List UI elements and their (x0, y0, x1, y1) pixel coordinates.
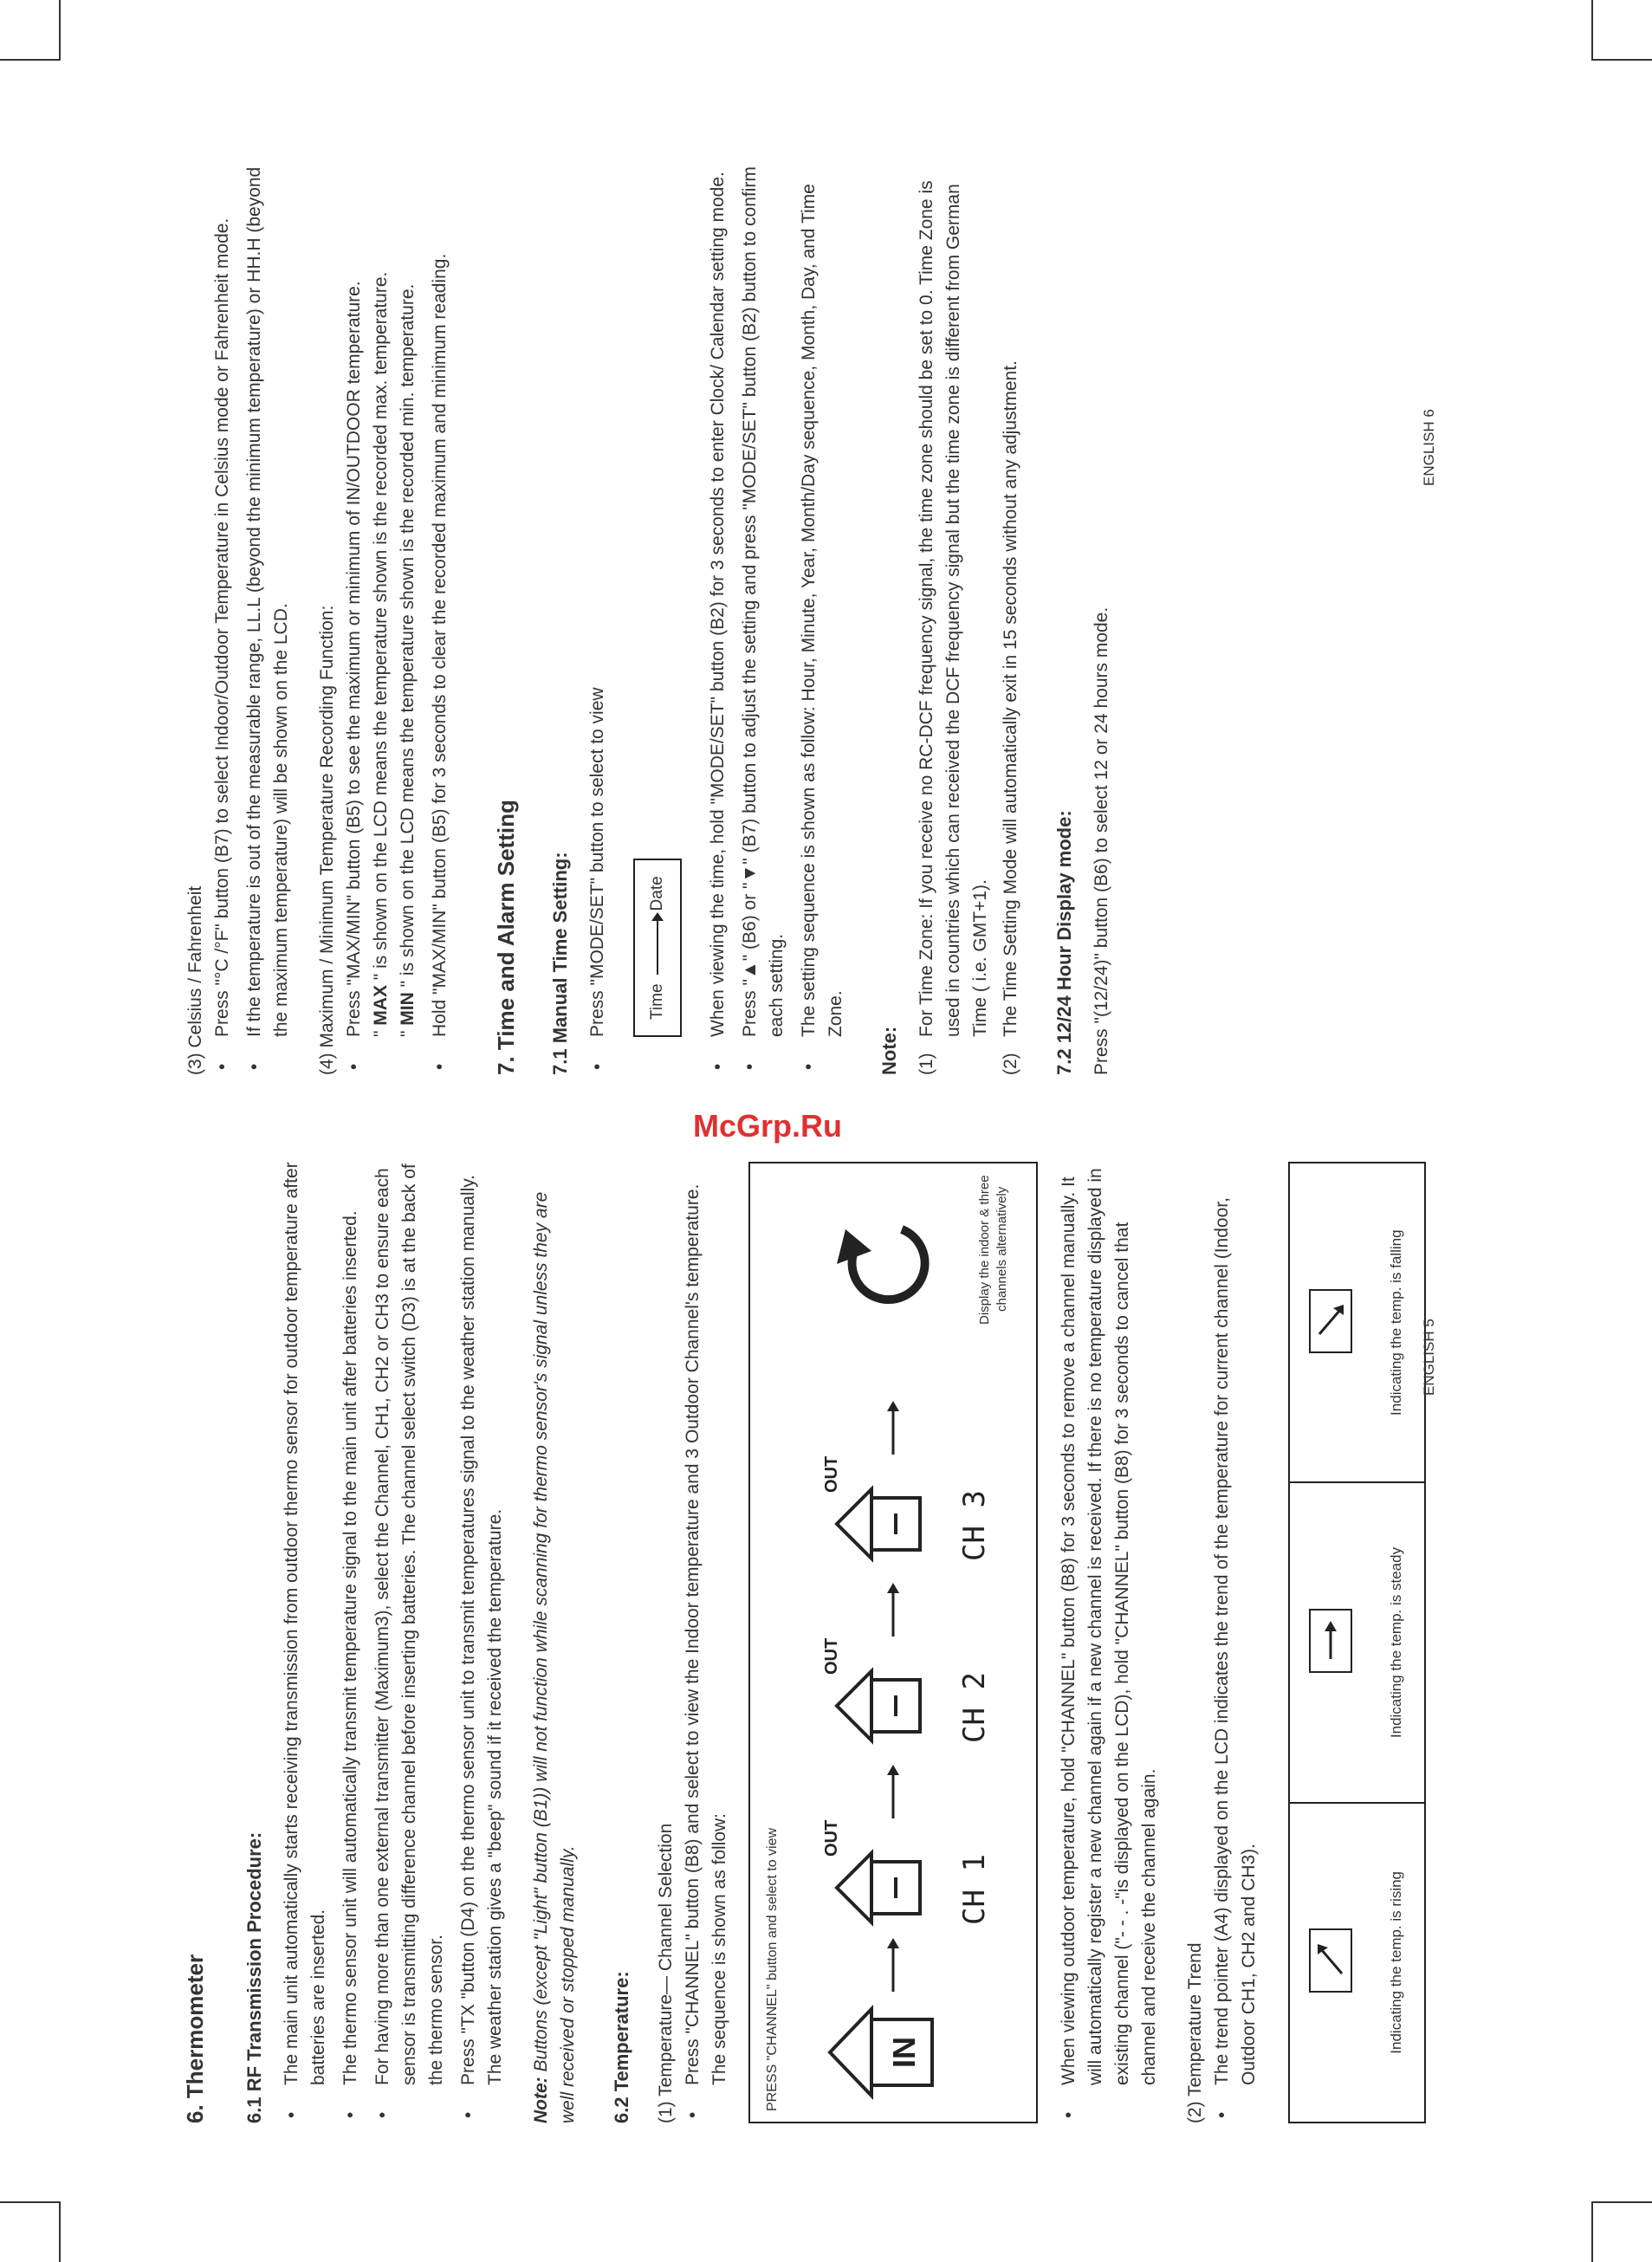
arrow-right-icon (657, 914, 658, 975)
note-text: Buttons (except "Light" button (B1)) will not function while scanning for thermo sensor's signal unless they are well received or stopped manually. (531, 1191, 578, 2123)
note-label: Note: (531, 2077, 551, 2123)
arrow-right-icon (887, 1938, 899, 1992)
out-label: OUT (822, 1455, 841, 1493)
note-heading: Note: (878, 1026, 900, 1075)
arrow-right-icon (887, 1765, 899, 1818)
section-title-thermometer: 6. Thermometer (182, 1954, 208, 2123)
celsius-bullets (209, 139, 295, 1075)
arrow-right-icon (887, 1583, 899, 1637)
note-list (913, 139, 1024, 1075)
in-label: IN (886, 2037, 922, 2068)
cycle-caption-2: channels alternatively (994, 1186, 1009, 1312)
arrow-up-right-icon (1309, 1928, 1352, 1993)
note-item (913, 139, 994, 1075)
heading-12-24-mode: 7.2 12/24 Hour Display mode: (1053, 810, 1075, 1075)
min-text: is shown on the LCD means the temperature shown is the recorded min. temperature. (398, 283, 418, 981)
trend-table (1288, 1162, 1426, 2123)
watermark (693, 1101, 901, 1144)
list-item-text: Press "MAX/MIN" button (B5) to see the maximum or minimum of IN/OUTDOOR temperature. (344, 281, 364, 1037)
maxmin-bullets (340, 139, 453, 1075)
diagram-caption: PRESS "CHANNEL" button and select to view (765, 1827, 780, 2111)
text-12-24-mode: Press "(12/24)" button (B6) to select 12 or 24 hours mode. (1092, 606, 1111, 1075)
list-item: • When viewing the time, hold "MODE/SET" button (B2) for 3 seconds to enter Clock/ Calendar setting mode. (704, 139, 731, 1075)
out-label: OUT (822, 1819, 841, 1857)
list-item: • The thermo sensor unit will automatically transmit temperature signal to the main unit after batteries inserted. (337, 1162, 364, 2123)
date-label: Date (648, 876, 666, 911)
trend-caption: Indicating the temp. is steady (1388, 1546, 1404, 1739)
channel-sequence-diagram (748, 1162, 1038, 2123)
page-5 (182, 1162, 1426, 2123)
house-in-icon (830, 2009, 932, 2096)
note-text: The Time Setting Mode will automatically exit in 15 seconds without any adjustment. (1001, 360, 1020, 1037)
trend-rising (1290, 1802, 1424, 2122)
setting-bullets (704, 139, 849, 1075)
note-number: (2) (1001, 1053, 1020, 1075)
trend-caption: Indicating the temp. is rising (1388, 1870, 1404, 2054)
trend-caption: Indicating the temp. is falling (1388, 1229, 1404, 1416)
channel-label-ch3: CH 3 (957, 1490, 992, 1561)
note-text: For Time Zone: If you receive no RC-DCF frequency signal, the time zone should be set to 0. Time Zone is used in countries which can received the DCF frequency signal but the time zone is different from German Time ( i.e. GMT+1). (917, 180, 990, 1037)
list-item: • The trend pointer (A4) displayed on the LCD indicates the trend of the temperature for current channel (Indoor, Outdoor CH1, CH2 and CH3). (1208, 1162, 1262, 2123)
time-label: Time (648, 983, 666, 1020)
section-title-time-alarm: 7. Time and Alarm Setting (493, 800, 519, 1075)
list-item: • Press "CHANNEL" button (B8) and select to view the Indoor temperature and 3 Outdoor Channel's temperature. The sequence is shown as follow: (679, 1162, 733, 2123)
trend-falling (1290, 1163, 1424, 1481)
heading-manual-time: 7.1 Manual Time Setting: (549, 852, 571, 1075)
list-item: • Press "°C /°F" button (B7) to select Indoor/Outdoor Temperature in Celsius mode or Fahrenheit mode. (209, 139, 236, 1075)
arrow-right-icon (887, 1401, 899, 1455)
list-item: • When viewing outdoor temperature, hold "CHANNEL" button (B8) for 3 seconds to remove a channel manually. It will automatically register a new channel again if a new channel is received. If there is no temperature displayed in existing channel ("- - . -"is displayed on the LCD), hold "CHANNEL" button (B8) for 3 seconds to cancel that channel and receive the channel again. (1055, 1162, 1163, 2123)
page-number-5: ENGLISH 5 (1421, 1319, 1437, 1396)
house-out-icon (822, 1638, 920, 1740)
note-item (997, 139, 1024, 1075)
page-number-6: ENGLISH 6 (1421, 409, 1437, 486)
channel-bullets (679, 1162, 733, 2123)
channel-sequence-svg (750, 1163, 1033, 2122)
max-text: is shown on the LCD means the temperature shown is the recorded max. temperature. (371, 271, 391, 974)
list-item: • The main unit automatically starts receiving transmission from outdoor thermo sensor for outdoor temperature after batteries are inserted. (278, 1162, 332, 2123)
min-label: MIN (398, 992, 418, 1026)
cycle-caption-1: Display the indoor & three (977, 1175, 992, 1325)
rf-bullets (278, 1162, 509, 2123)
time-date-wrap (616, 139, 704, 1075)
cycle-icon (837, 1229, 925, 1300)
list-item: • For having more than one external transmitter (Maximum3), select the Channel, CH1, CH2 or CH3 to ensure each sensor is transmitting difference channel before inserting batteries. The channel select switch (D3) is at the back of the thermo sensor. (369, 1162, 450, 2123)
list-item: • Hold "MAX/MIN" button (B5) for 3 seconds to clear the recorded maximum and minimum reading. (426, 139, 453, 1075)
time-date-diagram (633, 859, 682, 1037)
channel-bullets-2 (1055, 1162, 1163, 2123)
trend-bullets (1208, 1162, 1262, 2123)
arrow-down-right-icon (1309, 1289, 1352, 1353)
heading-rf-transmission: 6.1 RF Transmission Procedure: (243, 1831, 265, 2123)
list-item: • The setting sequence is shown as follow: Hour, Minute, Year, Month/Day sequence, Month, Day, and Time Zone. (795, 139, 849, 1075)
page-6 (182, 139, 1115, 1075)
channel-label-ch2: CH 2 (957, 1672, 992, 1743)
list-item: • If the temperature is out of the measurable range, LL.L (beyond the minimum temperature) or HH.H (beyond the maximum temperature) will be shown on the LCD. (241, 139, 295, 1075)
channel-label-ch1: CH 1 (957, 1854, 992, 1925)
sub-celsius-fahrenheit: (3) Celsius / Fahrenheit (185, 885, 205, 1075)
manual-time-bullets (584, 139, 611, 1075)
list-item: • Press "TX "button (D4) on the thermo sensor unit to transmit temperatures signal to the weather station manually. The weather station gives a "beep" sound if it received the temperature. (455, 1162, 509, 2123)
sub-max-min: (4) Maximum / Minimum Temperature Recording Function: (317, 605, 337, 1075)
house-out-icon (822, 1820, 920, 1922)
list-item: • Press "MODE/SET" button to select to view (584, 139, 611, 1075)
house-out-icon (822, 1456, 920, 1559)
watermark-text: McGrp.Ru (693, 1108, 843, 1144)
rf-note (528, 1162, 581, 2123)
heading-temperature: 6.2 Temperature: (611, 1971, 632, 2123)
list-item: • Press "MAX/MIN" button (B5) to see the maximum or minimum of IN/OUTDOOR temperature. " MAX " is shown on the LCD means the temperature shown is the recorded max. temperature. " MIN " is shown on the LCD means the temperature shown is the recorded min. temperature. (340, 139, 421, 1075)
sub-temperature-trend: (2) Temperature Trend (1185, 1942, 1205, 2123)
list-item: • Press "▲" (B6) or "▼" (B7) button to adjust the setting and press "MODE/SET" button (B2) button to confirm each setting. (736, 139, 790, 1075)
sub-channel-selection: (1) Temperature— Channel Selection (656, 1823, 676, 2123)
arrow-right-icon (1309, 1609, 1352, 1673)
out-label: OUT (822, 1637, 841, 1675)
note-number: (1) (917, 1053, 936, 1075)
max-label: MAX (371, 985, 391, 1026)
trend-steady (1290, 1481, 1424, 1801)
